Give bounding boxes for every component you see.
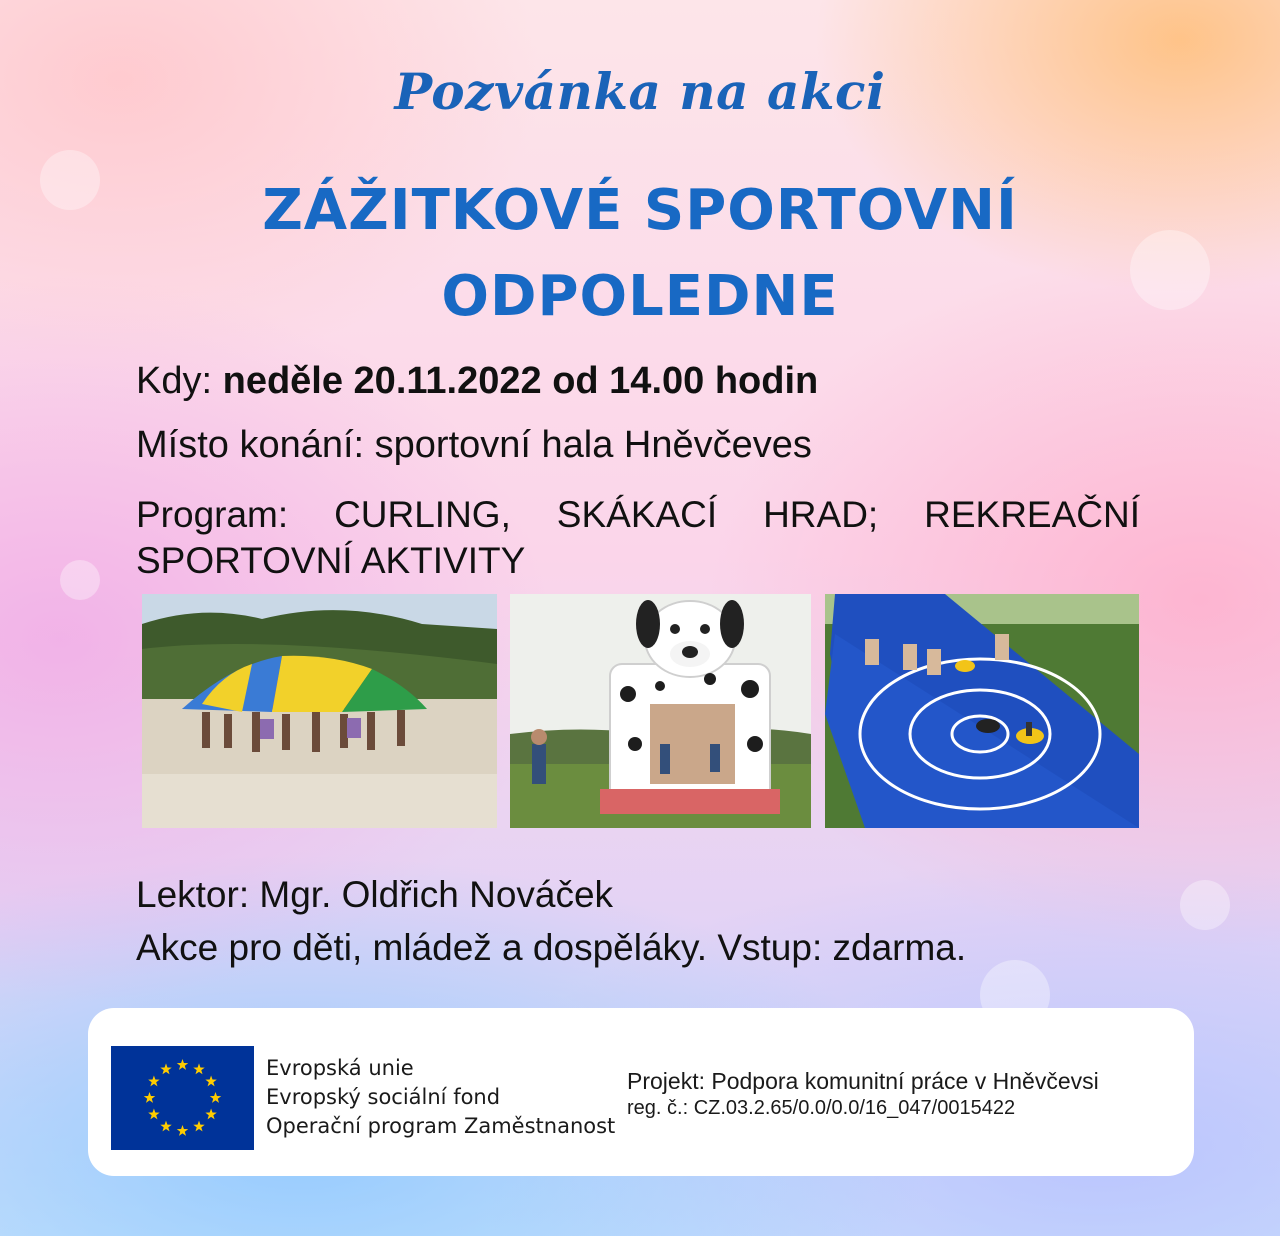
date-value: neděle 20.11.2022 od 14.00 hodin bbox=[222, 360, 819, 402]
eu-line-1: Evropská unie bbox=[266, 1056, 414, 1080]
eu-line-2: Evropský sociální fond bbox=[266, 1085, 501, 1109]
eu-line-3: Operační program Zaměstnanost bbox=[266, 1114, 616, 1138]
event-place: Místo konání: sportovní hala Hněvčeves bbox=[136, 424, 812, 466]
date-label: Kdy: bbox=[136, 360, 223, 402]
bokeh-decoration bbox=[1180, 880, 1230, 930]
eu-flag-icon bbox=[111, 1046, 254, 1150]
photo-parachute-game bbox=[142, 594, 497, 828]
event-title-line1: ZÁŽITKOVÉ SPORTOVNÍ bbox=[262, 178, 1018, 243]
photo-curling-court bbox=[825, 594, 1139, 828]
funding-footer bbox=[88, 1008, 1194, 1176]
eu-funding-text bbox=[266, 1054, 615, 1141]
invite-heading: Pozvánka na akci bbox=[394, 62, 886, 121]
project-registration: reg. č.: CZ.03.2.65/0.0/0.0/16_047/0015422 bbox=[627, 1097, 1016, 1119]
bokeh-decoration bbox=[60, 560, 100, 600]
event-date bbox=[136, 360, 818, 403]
event-program: Program: CURLING, SKÁKACÍ HRAD; REKREAČNÍ SPORTOVNÍ AKTIVITY bbox=[136, 494, 1140, 581]
lecturer: Lektor: Mgr. Oldřich Nováček bbox=[136, 874, 614, 915]
photo-bouncy-castle bbox=[510, 594, 811, 828]
project-name: Projekt: Podpora komunitní práce v Hněvčevsi bbox=[627, 1068, 1099, 1094]
event-audience: Akce pro děti, mládež a dospěláky. Vstup: zdarma. bbox=[136, 927, 967, 968]
project-info bbox=[627, 1068, 1099, 1122]
event-title-line2: ODPOLEDNE bbox=[441, 264, 839, 329]
